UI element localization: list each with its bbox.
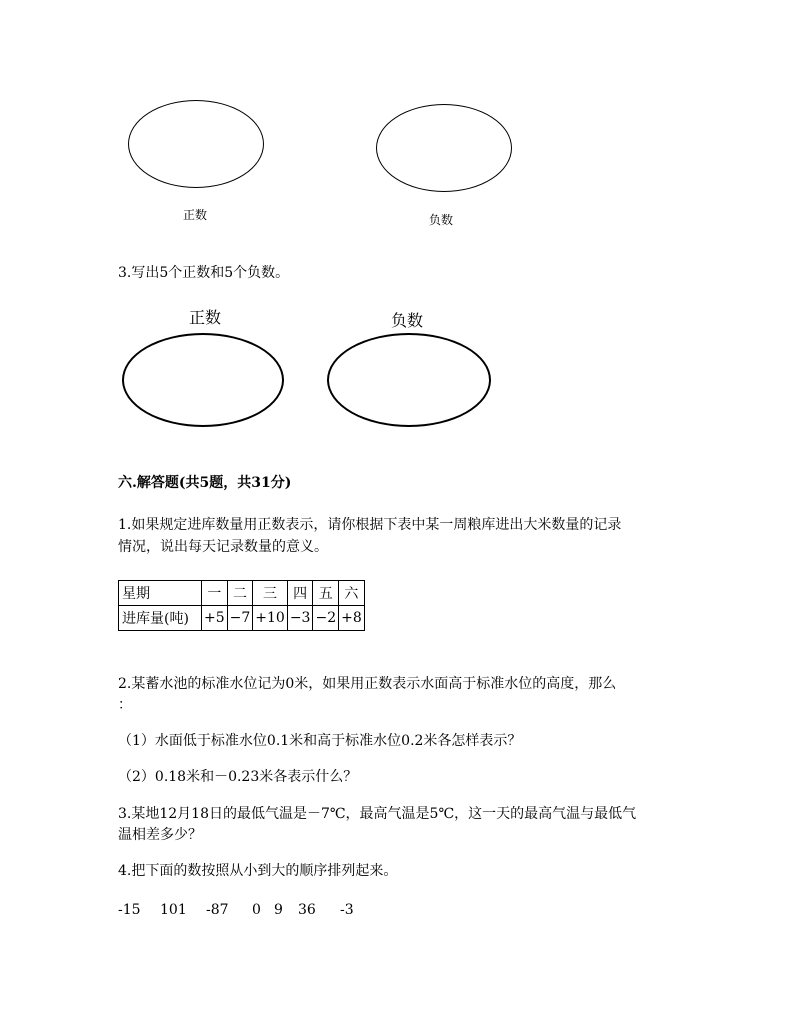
negative-ellipse-top: [376, 104, 512, 192]
q2-line1: 2.某蓄水池的标准水位记为0米，如果用正数表示水面高于标准水位的高度，那么: [118, 676, 617, 692]
number-item: 101: [160, 902, 187, 918]
table-cell: 四: [287, 581, 313, 606]
table-cell: 进库量(吨): [119, 606, 202, 631]
positive-ellipse-top: [128, 100, 264, 188]
q3-line2: 温相差多少？: [118, 827, 202, 843]
table-cell: 二: [227, 581, 253, 606]
q1-line1: 1.如果规定进库数量用正数表示，请你根据下表中某一周粮库进出大米数量的记录: [118, 517, 622, 533]
table-cell: −7: [227, 606, 253, 631]
table-header-row: [119, 581, 365, 606]
q2-sub1: （1）水面低于标准水位0.1米和高于标准水位0.2米各怎样表示？: [118, 733, 522, 749]
q4-text: 4.把下面的数按照从小到大的顺序排列起来。: [118, 863, 398, 879]
number-item: -87: [206, 902, 229, 918]
positive-label: 正数: [189, 308, 222, 327]
table-cell: 星期: [119, 581, 202, 606]
table-cell: +5: [202, 606, 228, 631]
positive-ellipse: [122, 333, 284, 427]
section-title: 六.解答题(共5题，共31分): [118, 475, 292, 491]
table-cell: 一: [202, 581, 228, 606]
number-item: 36: [298, 902, 316, 918]
positive-label-top: 正数: [183, 208, 208, 222]
number-item: 9: [274, 902, 283, 918]
table-cell: 三: [253, 581, 288, 606]
q2-sub2: （2）0.18米和－0.23米各表示什么？: [118, 769, 358, 785]
table-cell: 五: [313, 581, 339, 606]
table-cell: 六: [339, 581, 365, 606]
q2-line2: ：: [118, 697, 132, 713]
table-cell: −2: [313, 606, 339, 631]
table-cell: −3: [287, 606, 313, 631]
table-cell: +10: [253, 606, 288, 631]
q3-line1: 3.某地12月18日的最低气温是－7℃，最高气温是5℃，这一天的最高气温与最低气: [118, 806, 637, 822]
table-row: [119, 606, 365, 631]
number-item: 0: [252, 902, 261, 918]
negative-label-top: 负数: [429, 213, 454, 227]
q1-line2: 情况，说出每天记录数量的意义。: [118, 539, 328, 555]
negative-ellipse: [327, 333, 491, 427]
number-item: -15: [118, 902, 141, 918]
question-write-numbers: 3.写出5个正数和5个负数。: [118, 265, 290, 281]
negative-label: 负数: [391, 311, 424, 330]
number-list: [118, 899, 418, 921]
grain-record-table: [118, 580, 365, 631]
number-item: -3: [340, 902, 354, 918]
table-cell: +8: [339, 606, 365, 631]
